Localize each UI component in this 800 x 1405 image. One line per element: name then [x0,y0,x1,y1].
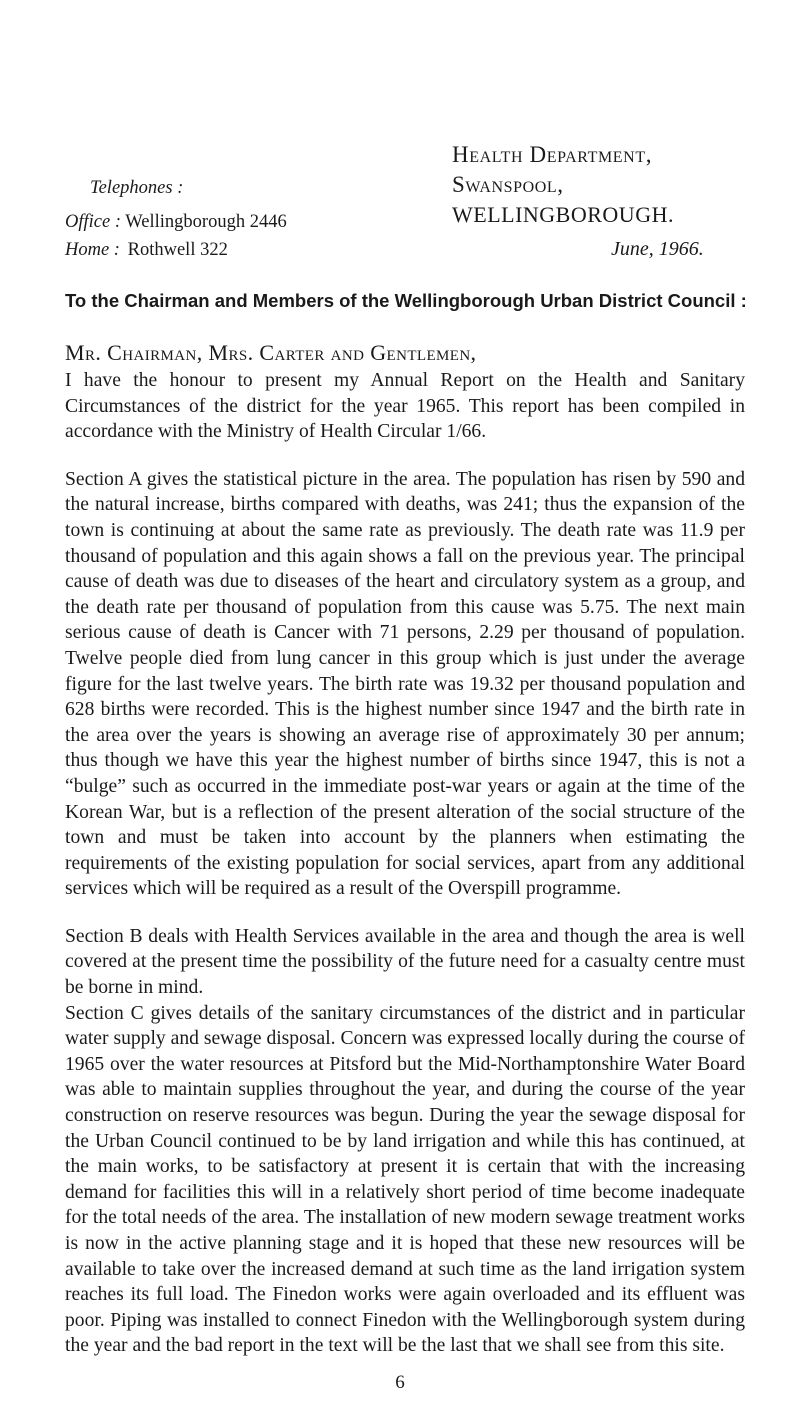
salutation: Mr. Chairman, Mrs. Carter and Gentlemen, [65,340,477,365]
page-number: 6 [395,1372,405,1393]
home-number: Rothwell 322 [127,240,228,260]
paragraph-intro: I have the honour to present my Annual Report on the Health and Sanitary Circumstances of the district for the year 1965. This report has been compiled in accordance with the Ministry of Health Circular 1/66. [65,370,745,443]
telephones-label: Telephones : [90,178,184,198]
addressee: To the Chairman and Members of the Wellingborough Urban District Council : [65,290,747,311]
paragraph-section-a: Section A gives the statistical picture in the area. The population has risen by 590 and the natural increase, births compared with deaths, was 241; thus the expansion of the town is continuing at about the same rate as previously. The death rate was 11.9 per thousand of population and this again shows a fall on the previous year. The principal cause of death was due to diseases of the heart and circulatory system as a group, and the death rate per thousand of population from this cause was 5.75. The next main serious cause of death is Cancer with 71 persons, 2.29 per thousand of population. Twelve people died from lung cancer in this group which is just under the average figure for the last twelve years. The birth rate was 19.32 per thousand population and 628 births were recorded. This is the highest number since 1947 and the birth rate in the area over the years is showing an average rise of approximately 30 per annum; thus though we have this year the highest number of births since 1947, this is not a “bulge” such as occurred in the immediate post-war years or again at the time of the Korean War, but is a reflection of the present alteration of the social structure of the town and must be taken into account by the planners when estimating the requirements of the existing population for social services, apart from any additional services which will be required as a result of the Overspill programme. [65,468,745,900]
home-label: Home : [65,240,120,260]
paragraph-section-b: Section B deals with Health Services available in the area and though the area is well covered at the present time the possibility of the future need for a casualty centre must be borne in mind. [65,925,745,999]
report-date: June, 1966. [611,238,704,260]
office-number: Wellingborough 2446 [125,212,287,232]
office-phone-row [65,212,287,233]
office-label: Office : [65,212,121,232]
department-address [452,140,674,230]
home-phone-row [65,240,228,261]
department-town: WELLINGBOROUGH. [452,202,674,227]
paragraph-section-c: Section C gives details of the sanitary circumstances of the district and in particular water supply and sewage disposal. Concern was expressed locally during the course of 1965 over the water resources at Pitsford but the Mid-Northamptonshire Water Board was able to maintain supplies throughout the year, and during the course of the year construction on reserve resources was begun. During the year the sewage disposal for the Urban Council continued to be by land irrigation and while this has continued, at the main works, to be satisfactory at present it is certain that with the increasing demand for facilities this will in a relatively short period of time become inadequate for the total needs of the area. The installation of new modern sewage treatment works is now in the active planning stage and it is hoped that these new resources will be available to take over the increased demand at such time as the land irrigation system reaches its full load. The Finedon works were again overloaded and its effluent was poor. Piping was installed to connect Finedon with the Wellingborough system during the year and the bad report in the text will be the last that we shall see from this site. [65,1002,745,1357]
report-body [65,366,745,1359]
department-street: Swanspool, [452,172,564,197]
department-name: Health Department, [452,142,653,167]
